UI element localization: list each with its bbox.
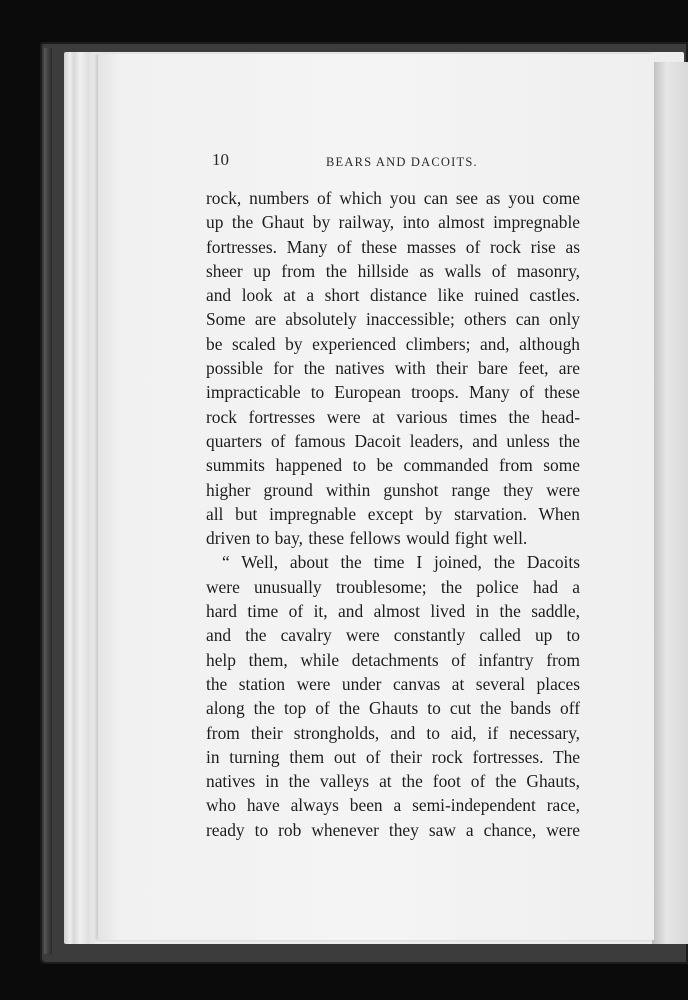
next-page-edge [652,62,688,944]
text-line: all but impregnable except by starvation. When [206,503,580,524]
book-spine-edge [44,48,52,954]
text-line: in turning them out of their rock fortresses. The [206,746,580,767]
text-line: ready to rob whenever they saw a chance, were [206,819,580,840]
text-line: higher ground within gunshot range they were [206,479,580,500]
text-line: summits happened to be commanded from some [206,455,580,476]
text-line: rock fortresses were at various times the head- [206,406,580,427]
text-line: along the top of the Ghauts to cut the bands off [206,698,580,719]
text-line: impracticable to European troops. Many of these [206,382,580,403]
text-line: quarters of famous Dacoit leaders, and unless the [206,430,580,451]
paragraph-start-line: “ Well, about the time I joined, the Dacoits [222,552,580,573]
text-line: possible for the natives with their bare feet, are [206,358,580,379]
text-line: who have always been a semi-independent race, [206,795,580,816]
text-line: sheer up from the hillside as walls of masonry, [206,260,580,281]
text-line: help them, while detachments of infantry from [206,649,580,670]
text-line: Some are absolutely inaccessible; others can only [206,309,580,330]
text-line: the station were under canvas at several places [206,673,580,694]
page-number: 10 [212,150,229,169]
text-line: rock, numbers of which you can see as you come [206,188,580,208]
paragraph-end-line: driven to bay, these fellows would fight well. [206,528,528,549]
text-line: up the Ghaut by railway, into almost impregnable [206,212,580,233]
text-line: natives in the valleys at the foot of the Ghauts, [206,771,580,792]
text-line: fortresses. Many of these masses of rock rise as [206,236,580,257]
running-head [212,150,580,174]
text-line: from their strongholds, and to aid, if necessary, [206,722,580,743]
text-line: and look at a short distance like ruined castles. [206,285,580,306]
text-line: were unusually troublesome; the police had a [206,576,580,597]
text-line: and the cavalry were constantly called up to [206,625,580,646]
body-text [206,186,580,842]
text-line: hard time of it, and almost lived in the saddle, [206,601,580,622]
text-line: be scaled by experienced climbers; and, although [206,333,580,354]
running-title: BEARS AND DACOITS. [326,155,478,169]
